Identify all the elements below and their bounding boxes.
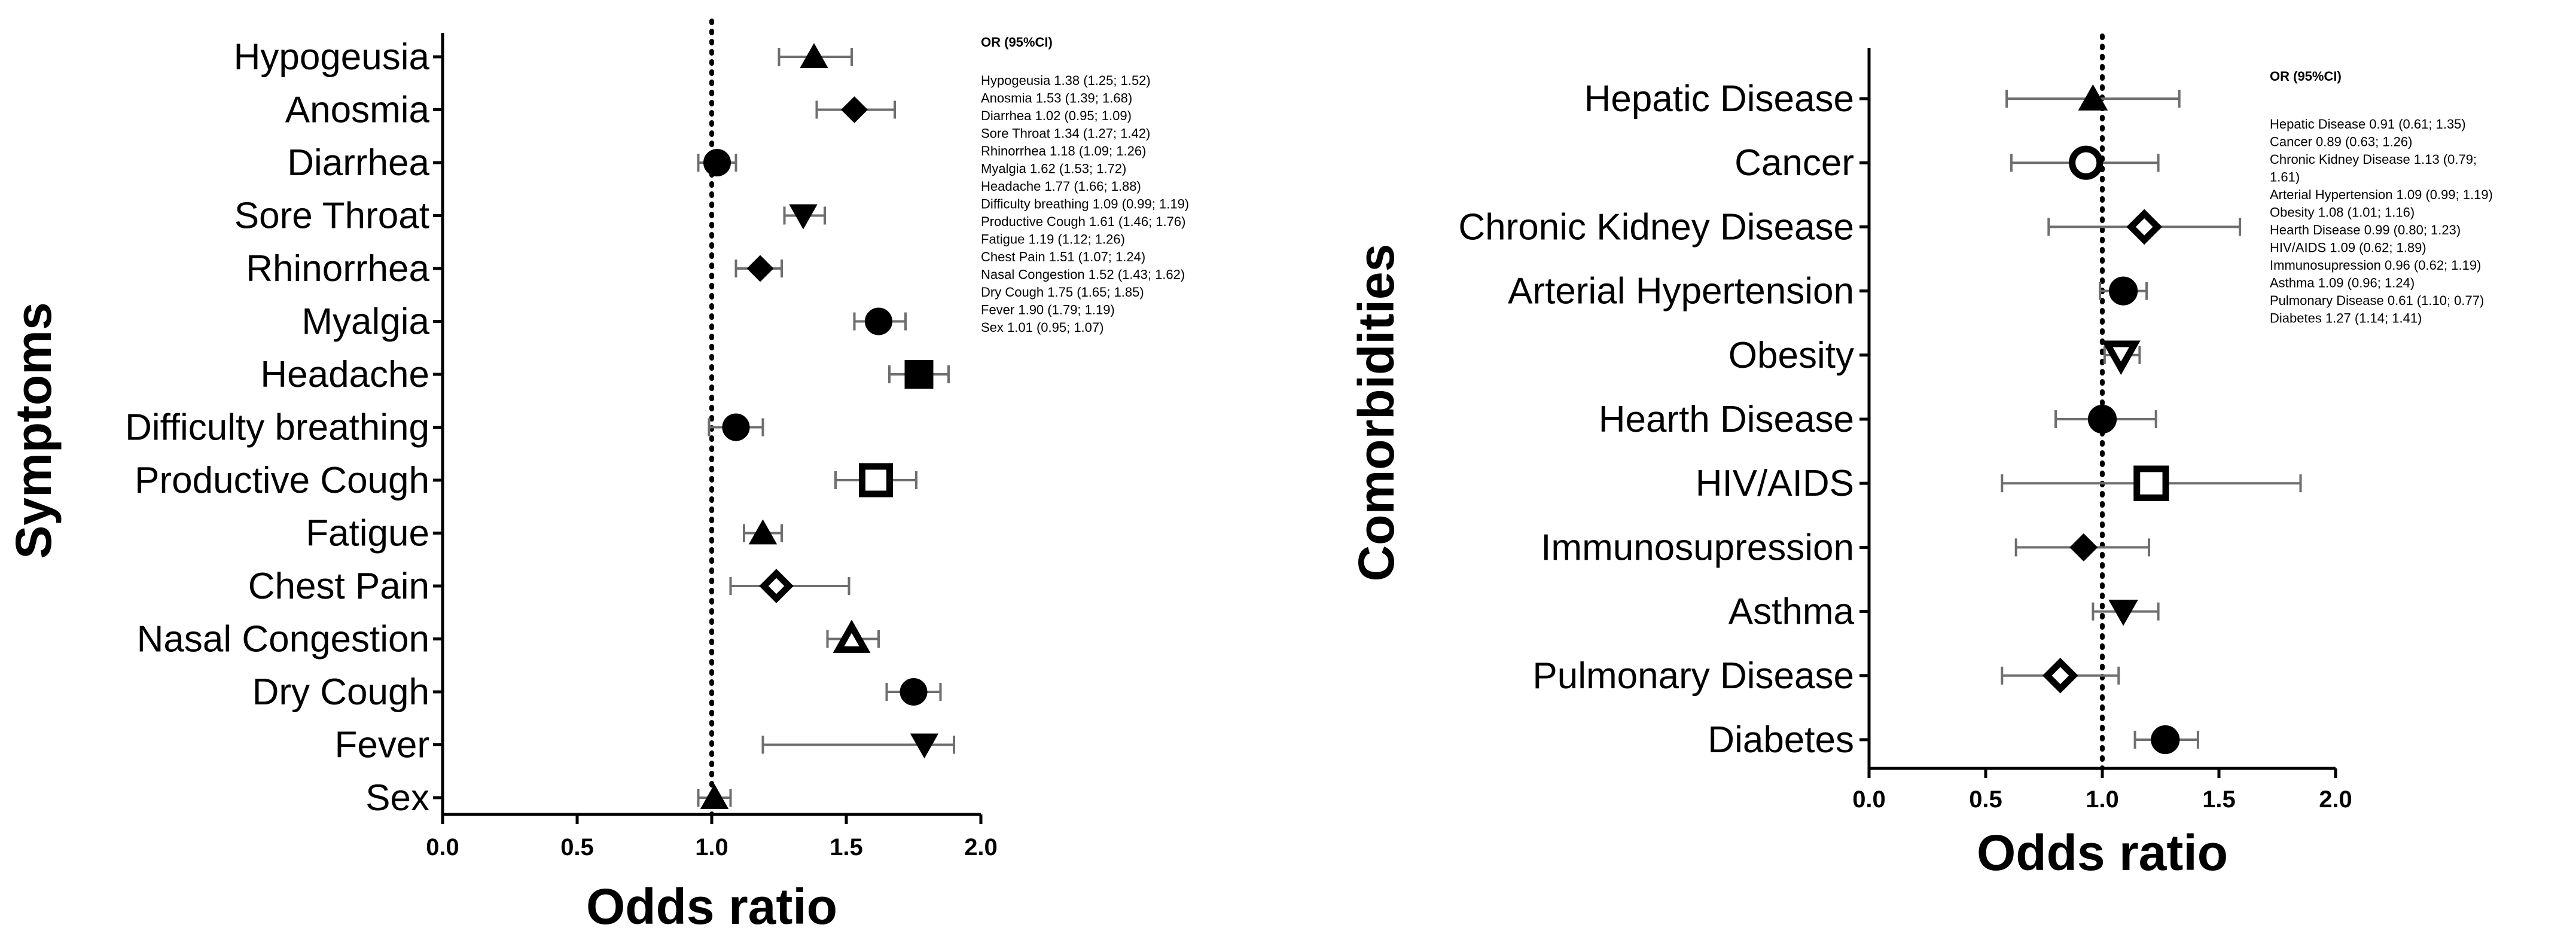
category-label: Fatigue — [306, 512, 429, 554]
x-axis-title: Odds ratio — [1976, 825, 2229, 881]
legend-line: Sore Throat 1.34 (1.27; 1.42) — [981, 126, 1151, 141]
legend-line: Sex 1.01 (0.95; 1.07) — [981, 320, 1104, 335]
odds-ratio-marker — [723, 414, 749, 441]
odds-ratio-marker — [2137, 469, 2166, 498]
legend-line: Obesity 1.08 (1.01; 1.16) — [2270, 205, 2415, 220]
category-label: Myalgia — [301, 301, 429, 343]
x-axis-title: Odds ratio — [586, 878, 838, 935]
legend-line: HIV/AIDS 1.09 (0.62; 1.89) — [2270, 240, 2426, 255]
legend-line: 1.61) — [2270, 169, 2300, 185]
category-label: Difficulty breathing — [125, 407, 429, 448]
x-tick-label: 2.0 — [2319, 786, 2352, 813]
odds-ratio-marker — [906, 361, 933, 388]
odds-ratio-marker — [2047, 663, 2074, 689]
y-axis-title: Symptoms — [5, 302, 62, 559]
legend-title: OR (95%CI) — [981, 35, 1053, 50]
legend-line: Asthma 1.09 (0.96; 1.24) — [2270, 275, 2415, 291]
odds-ratio-marker — [2151, 726, 2179, 753]
category-label: Rhinorrhea — [246, 248, 429, 289]
odds-ratio-marker — [748, 256, 773, 281]
category-label: HIV/AIDS — [1695, 463, 1854, 505]
legend-line: Hearth Disease 0.99 (0.80; 1.23) — [2270, 222, 2461, 237]
category-label: Headache — [260, 354, 429, 395]
odds-ratio-marker — [2107, 344, 2135, 368]
x-tick-label: 1.5 — [830, 834, 863, 860]
x-tick-label: 1.0 — [2086, 786, 2119, 813]
odds-ratio-marker — [865, 309, 892, 335]
legend-line: Dry Cough 1.75 (1.65; 1.85) — [981, 285, 1144, 300]
category-label: Asthma — [1728, 591, 1854, 633]
category-label: Nasal Congestion — [136, 618, 429, 660]
legend-line: Diarrhea 1.02 (0.95; 1.09) — [981, 108, 1132, 123]
legend-line: Nasal Congestion 1.52 (1.43; 1.62) — [981, 267, 1185, 282]
legend-line: Pulmonary Disease 0.61 (1.10; 0.77) — [2270, 293, 2484, 308]
legend-line: Cancer 0.89 (0.63; 1.26) — [2270, 134, 2413, 149]
odds-ratio-marker — [2089, 405, 2116, 433]
legend-line: Headache 1.77 (1.66; 1.88) — [981, 179, 1141, 194]
legend-line: Hepatic Disease 0.91 (0.61; 1.35) — [2270, 117, 2466, 132]
x-tick-label: 0.0 — [1852, 786, 1886, 813]
category-label: Hearth Disease — [1598, 399, 1854, 440]
category-label: Cancer — [1734, 142, 1854, 184]
x-tick-label: 2.0 — [964, 834, 998, 860]
symptoms-panel — [5, 21, 1189, 935]
y-axis-title: Comorbidities — [1348, 243, 1404, 582]
x-tick-label: 1.5 — [2202, 786, 2236, 813]
legend-line: Immunosupression 0.96 (0.62; 1.19) — [2270, 258, 2482, 273]
category-label: Sore Throat — [234, 195, 429, 237]
x-tick-label: 0.5 — [1969, 786, 2002, 813]
odds-ratio-marker — [704, 149, 730, 176]
x-tick-label: 0.0 — [426, 834, 459, 860]
category-label: Hypogeusia — [233, 36, 429, 78]
category-label: Obesity — [1728, 334, 1854, 376]
comorbidities-panel — [1348, 36, 2493, 881]
category-label: Sex — [365, 777, 429, 819]
category-label: Immunosupression — [1541, 527, 1854, 569]
category-label: Productive Cough — [135, 460, 429, 501]
legend-line: Diabetes 1.27 (1.14; 1.41) — [2270, 310, 2422, 326]
category-label: Anosmia — [285, 89, 429, 131]
odds-ratio-marker — [862, 466, 890, 494]
odds-ratio-marker — [2109, 277, 2137, 305]
category-label: Chronic Kidney Disease — [1458, 206, 1854, 248]
odds-ratio-marker — [901, 679, 927, 705]
legend-line: Myalgia 1.62 (1.53; 1.72) — [981, 161, 1127, 176]
odds-ratio-marker — [2071, 534, 2097, 560]
category-label: Chest Pain — [248, 566, 429, 607]
legend-line: Rhinorrhea 1.18 (1.09; 1.26) — [981, 144, 1147, 158]
category-label: Hepatic Disease — [1584, 78, 1854, 120]
category-label: Fever — [334, 724, 429, 766]
category-label: Pulmonary Disease — [1532, 655, 1854, 697]
odds-ratio-marker — [842, 97, 867, 123]
odds-ratio-marker — [2131, 213, 2157, 240]
category-label: Diabetes — [1708, 719, 1854, 761]
category-label: Diarrhea — [287, 142, 429, 184]
legend-line: Fatigue 1.19 (1.12; 1.26) — [981, 231, 1125, 247]
odds-ratio-marker — [839, 627, 865, 650]
legend-line: Anosmia 1.53 (1.39; 1.68) — [981, 90, 1133, 106]
legend-line: Productive Cough 1.61 (1.46; 1.76) — [981, 214, 1186, 229]
odds-ratio-marker — [2072, 149, 2100, 176]
legend-line: Fever 1.90 (1.79; 1.19) — [981, 302, 1115, 318]
legend-line: Difficulty breathing 1.09 (0.99; 1.19) — [981, 196, 1190, 212]
x-tick-label: 1.0 — [695, 834, 728, 860]
legend-line: Chronic Kidney Disease 1.13 (0.79; — [2270, 152, 2477, 167]
legend-title: OR (95%CI) — [2270, 69, 2342, 84]
category-label: Dry Cough — [252, 672, 429, 713]
legend-line: Chest Pain 1.51 (1.07; 1.24) — [981, 249, 1146, 264]
legend-line: Hypogeusia 1.38 (1.25; 1.52) — [981, 73, 1151, 88]
legend-line: Arterial Hypertension 1.09 (0.99; 1.19) — [2270, 187, 2493, 202]
x-tick-label: 0.5 — [560, 834, 594, 860]
odds-ratio-marker — [764, 573, 789, 599]
category-label: Arterial Hypertension — [1508, 270, 1854, 312]
